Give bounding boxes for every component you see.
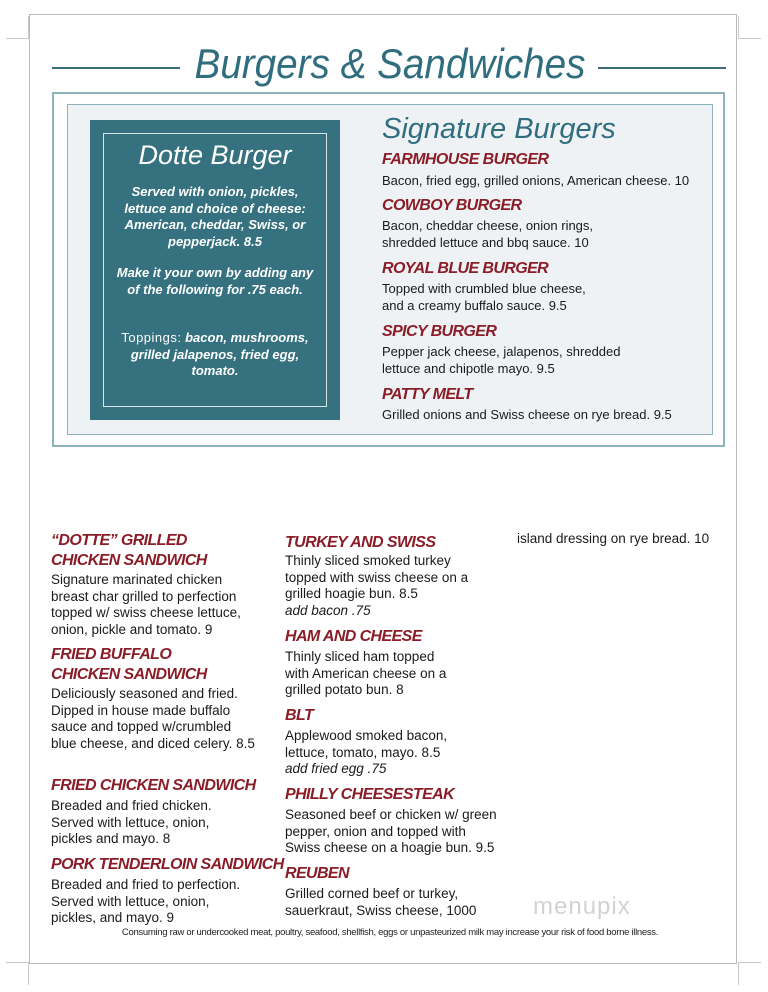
- menu-item-addon: add fried egg .75: [285, 761, 387, 776]
- menu-item-desc-continued: island dressing on rye bread. 10: [517, 531, 710, 546]
- dotte-burger-title: Dotte Burger: [138, 140, 292, 170]
- menu-item-name: “DOTTE” GRILLED: [51, 532, 187, 549]
- menu-item-desc: Bacon, cheddar cheese, onion rings, shredded lettuce and bbq sauce. 10: [382, 218, 594, 250]
- menu-item-name: COWBOY BURGER: [382, 197, 522, 214]
- menu-item-desc: Seasoned beef or chicken w/ green pepper, onion and topped with Swiss cheese on a hoagie bun. 9.5: [285, 807, 497, 855]
- menu-item-name: CHICKEN SANDWICH: [51, 552, 207, 569]
- menu-item-desc: Pepper jack cheese, jalapenos, shredded lettuce and chipotle mayo. 9.5: [382, 344, 621, 376]
- dotte-burger-toppings: [112, 330, 318, 380]
- menu-item-desc: Deliciously seasoned and fried. Dipped in house made buffalo sauce and topped w/crumbled blue cheese, and diced celery. 8.5: [51, 686, 255, 751]
- menu-item-desc: Breaded and fried to perfection. Served with lettuce, onion, pickles, and mayo. 9: [51, 877, 241, 925]
- dotte-burger-desc: Served with onion, pickles, lettuce and choice of cheese: American, cheddar, Swiss, or pepperjack. 8.5: [124, 184, 306, 249]
- menu-item-name: HAM AND CHEESE: [285, 628, 422, 645]
- menu-item-desc: Grilled onions and Swiss cheese on rye bread. 9.5: [382, 407, 672, 422]
- dotte-burger-addons: Make it your own by adding any of the following for .75 each.: [116, 265, 314, 297]
- page-title: Burgers & Sandwiches: [194, 40, 586, 87]
- crop-mark: [738, 962, 761, 985]
- menu-item-name: PHILLY CHEESESTEAK: [285, 786, 455, 803]
- watermark: menupix: [533, 893, 631, 920]
- menu-item-desc: Topped with crumbled blue cheese, and a creamy buffalo sauce. 9.5: [382, 281, 586, 313]
- toppings-list: bacon, mushrooms, grilled jalapenos, fried egg, tomato.: [130, 330, 309, 378]
- crop-mark: [6, 962, 29, 985]
- menu-item-name: CHICKEN SANDWICH: [51, 666, 207, 683]
- menu-item-name: BLT: [285, 707, 314, 724]
- menu-item-name: FRIED CHICKEN SANDWICH: [51, 777, 256, 794]
- menu-item-name: TURKEY AND SWISS: [285, 534, 436, 551]
- food-safety-disclaimer: Consuming raw or undercooked meat, poultry, seafood, shellfish, eggs or unpasteurized milk may increase your risk of food borne illness.: [121, 927, 659, 938]
- menu-item-desc: Thinly sliced smoked turkey topped with swiss cheese on a grilled hoagie bun. 8.5: [285, 553, 469, 601]
- menu-item-desc: Bacon, fried egg, grilled onions, American cheese. 10: [382, 173, 690, 188]
- menu-item-desc: Grilled corned beef or turkey, sauerkraut, Swiss cheese, 1000: [285, 886, 477, 918]
- title-rule-left: [52, 67, 180, 69]
- title-rule-right: [598, 67, 726, 69]
- menu-item-name: PORK TENDERLOIN SANDWICH: [51, 856, 284, 873]
- menu-item-desc: Signature marinated chicken breast char grilled to perfection topped w/ swiss cheese lettuce, onion, pickle and tomato. 9: [51, 572, 241, 637]
- crop-mark: [738, 16, 761, 39]
- menu-item-name: ROYAL BLUE BURGER: [382, 260, 549, 277]
- menu-item-name: REUBEN: [285, 865, 349, 882]
- crop-mark: [6, 16, 29, 39]
- menu-item-name: FARMHOUSE BURGER: [382, 151, 549, 168]
- menu-item-desc: Breaded and fried chicken. Served with lettuce, onion, pickles and mayo. 8: [51, 798, 212, 846]
- menu-item-name: FRIED BUFFALO: [51, 646, 172, 663]
- menu-item-desc: Applewood smoked bacon, lettuce, tomato, mayo. 8.5: [285, 728, 448, 760]
- toppings-label: Toppings:: [121, 330, 182, 345]
- menu-item-name: PATTY MELT: [382, 386, 473, 403]
- menu-item-addon: add bacon .75: [285, 603, 371, 618]
- menu-item-name: SPICY BURGER: [382, 323, 497, 340]
- signature-title: Signature Burgers: [382, 113, 616, 145]
- menu-item-desc: Thinly sliced ham topped with American cheese on a grilled potato bun. 8: [285, 649, 447, 697]
